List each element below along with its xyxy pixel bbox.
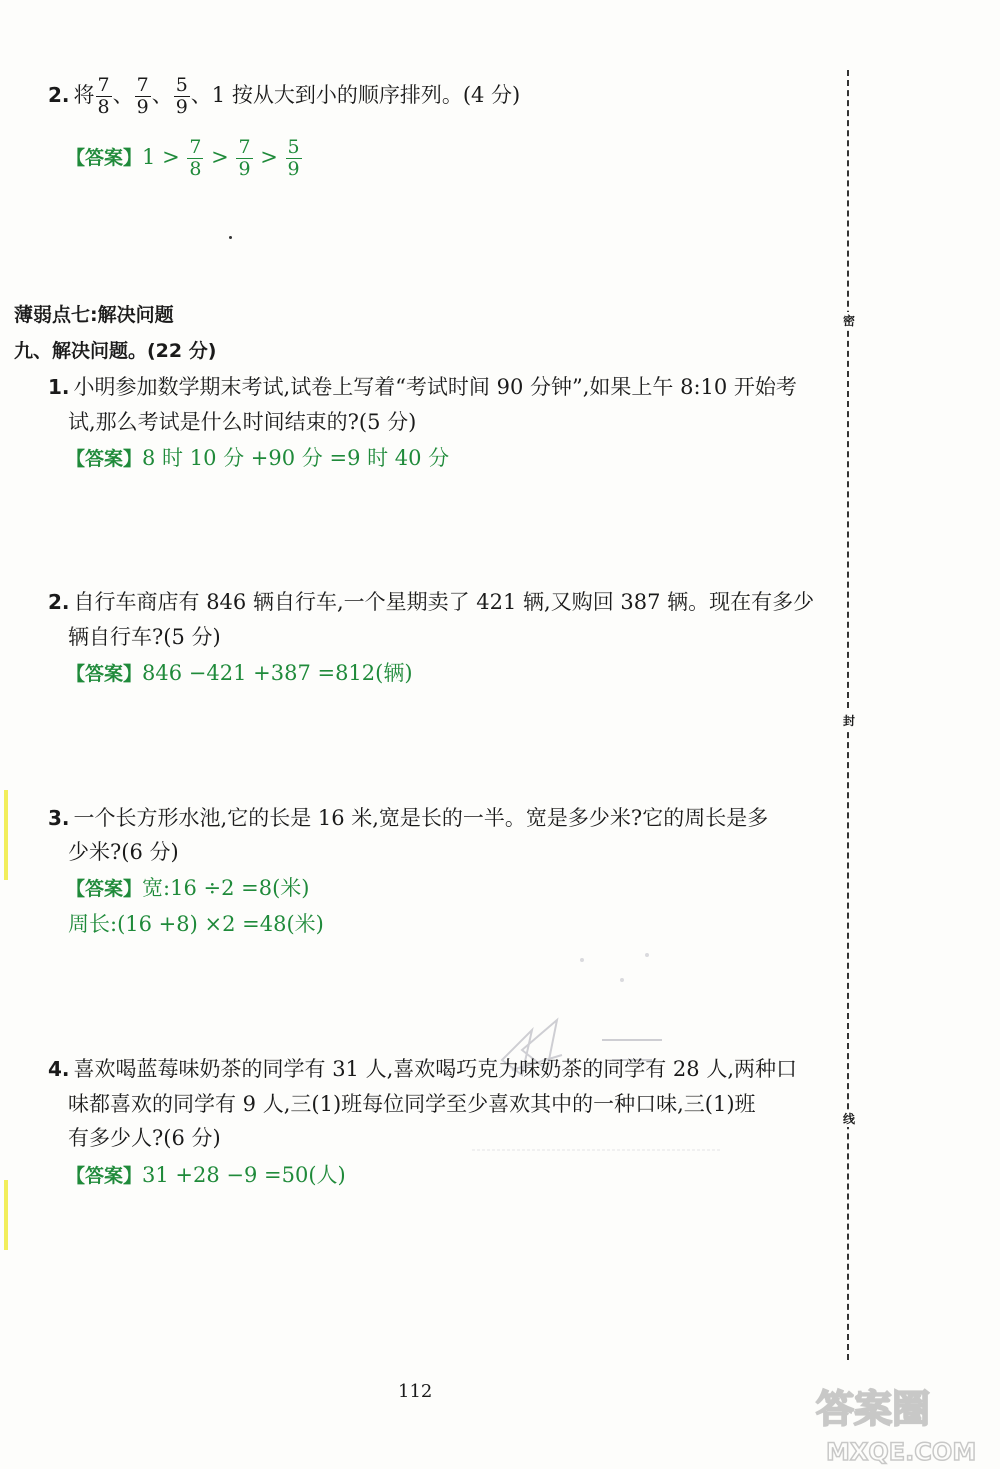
- problem-text: 自行车商店有 846 辆自行车,一个星期卖了 421 辆,又购回 387 辆。现在有多少: [73, 590, 815, 614]
- binding-char-seal: 封: [838, 712, 860, 729]
- problem-2-line-2: 辆自行车?(5 分): [68, 625, 221, 649]
- problem-3-answer-2: 周长:(16 +8) ×2 =48(米): [68, 912, 324, 936]
- fraction: $\frac{7}{8}$: [189, 136, 202, 180]
- problem-4-line-3: 有多少人?(6 分): [68, 1126, 221, 1150]
- gt-sign: >: [260, 145, 278, 169]
- fraction: $\frac{5}{9}$: [175, 74, 188, 118]
- question-text: 、1 按从大到小的顺序排列。(4 分): [190, 83, 521, 107]
- watermark-logo: [812, 1378, 990, 1466]
- answer-tag: 【答案】: [66, 147, 143, 169]
- separator: 、: [112, 83, 134, 107]
- answer-tag: 【答案】: [66, 448, 143, 470]
- problem-text: 喜欢喝蓝莓味奶茶的同学有 31 人,喜欢喝巧克力味奶茶的同学有 28 人,两种口: [73, 1057, 798, 1081]
- page-number: 112: [398, 1381, 433, 1402]
- answer-order-fractions: [66, 138, 303, 179]
- problem-text: 一个长方形水池,它的长是 16 米,宽是长的一半。宽是多少米?它的周长是多: [73, 806, 769, 830]
- answer-value: 31 +28 −9 =50(人): [142, 1163, 346, 1187]
- problem-1-answer: [66, 441, 449, 476]
- answer-value: 宽:16 ÷2 =8(米): [142, 876, 310, 900]
- problem-4-answer: [66, 1158, 346, 1193]
- binding-char-seal: 密: [838, 312, 860, 329]
- highlight-mark: [4, 790, 8, 880]
- gt-sign: >: [211, 145, 229, 169]
- fraction: $\frac{5}{9}$: [287, 136, 300, 180]
- answer-value: 846 −421 +387 =812(辆): [142, 661, 413, 685]
- question-number: 3.: [48, 806, 70, 830]
- fraction: $\frac{7}{9}$: [136, 74, 149, 118]
- question-number: 4.: [48, 1057, 70, 1081]
- answer-value: 1: [142, 145, 156, 169]
- stray-dot: [229, 236, 232, 239]
- question-prefix: 将: [73, 83, 95, 107]
- problem-3-line-2: 少米?(6 分): [68, 840, 179, 864]
- fraction: $\frac{7}{8}$: [97, 74, 110, 118]
- question-number: 2.: [48, 83, 70, 107]
- svg-text:答案圈: 答案圈: [816, 1387, 931, 1431]
- problem-2-line-1: [48, 585, 814, 619]
- problem-1-line-2: 试,那么考试是什么时间结束的?(5 分): [68, 410, 417, 434]
- problem-3-line-1: [48, 801, 768, 835]
- answer-value: 8 时 10 分 +90 分 =9 时 40 分: [142, 446, 450, 470]
- answer-tag: 【答案】: [66, 878, 143, 900]
- problem-1-line-1: [48, 370, 797, 404]
- svg-text:MXQE.COM: MXQE.COM: [826, 1438, 977, 1466]
- highlight-mark: [4, 1180, 8, 1250]
- weak-point-heading: 薄弱点七:解决问题: [14, 304, 174, 326]
- gt-sign: >: [162, 145, 180, 169]
- answer-tag: 【答案】: [66, 1165, 143, 1187]
- question-number: 2.: [48, 590, 70, 614]
- fraction: $\frac{7}{9}$: [238, 136, 251, 180]
- problem-4-line-1: [48, 1052, 797, 1086]
- problem-3-answer: [66, 871, 309, 906]
- question-number: 1.: [48, 375, 70, 399]
- problem-4-line-2: 味都喜欢的同学有 9 人,三(1)班每位同学至少喜欢其中的一种口味,三(1)班: [68, 1092, 756, 1116]
- problem-2-answer: [66, 656, 413, 691]
- binding-char-line: 线: [838, 1110, 860, 1127]
- problem-text: 小明参加数学期末考试,试卷上写着“考试时间 90 分钟”,如果上午 8:10 开始考: [73, 375, 797, 399]
- answer-tag: 【答案】: [66, 663, 143, 685]
- separator: 、: [151, 83, 173, 107]
- question-order-fractions: [48, 76, 520, 117]
- section-title: 九、解决问题。(22 分): [14, 340, 217, 362]
